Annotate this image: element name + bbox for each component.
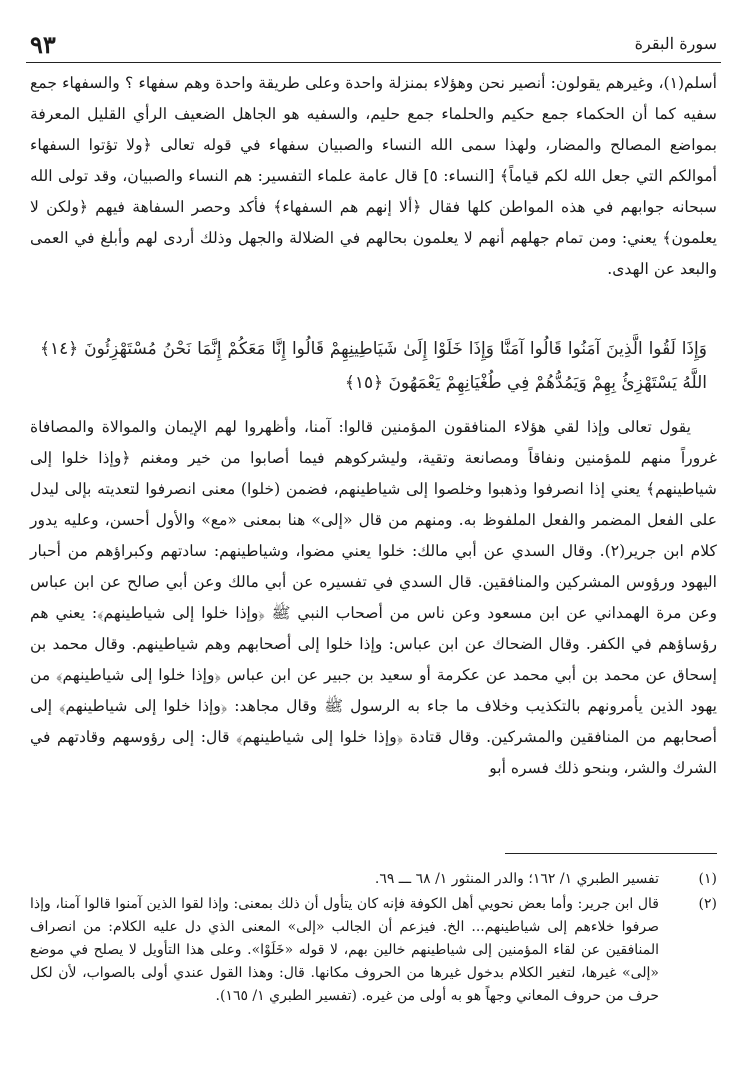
commentary-paragraph-2: يقول تعالى وإذا لقي هؤلاء المنافقون المؤمنين قالوا: آمنا، وأظهروا لهم الإيمان والموالاة والمصافاة غروراً منهم للمؤمنين ونفاقاً ومصانعة وتقية، وليشركوهم فيما أصابوا من خير ومغنم ﴿وإذا خلوا إلى شياطينهم﴾ يعني إذا انصرفوا وذهبوا وخلصوا إلى شياطينهم، فضمن (خلوا) معنى انصرفوا لتعديته بإلى ليدل على الفعل المضمر والفعل الملفوظ به. ومنهم من قال «إلى» هنا بمعنى «مع» والأول أحسن، وعليه يدور كلام ابن جرير(٢). وقال السدي عن أبي مالك: خلوا يعني مضوا، وشياطينهم: سادتهم وكبراؤهم من أحبار اليهود ورؤوس المشركين والمنافقين. قال السدي في تفسيره عن أبي مالك وعن أبي صالح عن ابن عباس وعن مرة الهمداني عن ابن مسعود وعن ناس من أصحاب النبي ﷺ ﴿وإذا خلوا إلى شياطينهم﴾: يعني هم رؤساؤهم في الكفر. وقال الضحاك عن ابن عباس: وإذا خلوا إلى أصحابهم وهم شياطينهم. وقال محمد بن إسحاق عن محمد بن أبي محمد عن عكرمة أو سعيد بن جبير عن ابن عباس ﴿وإذا خلوا إلى شياطينهم﴾ من يهود الذين يأمرونهم بالتكذيب وخلاف ما جاء به الرسول ﷺ وقال مجاهد: ﴿وإذا خلوا إلى شياطينهم﴾ إلى أصحابهم من المنافقين والمشركين. وقال قتادة ﴿وإذا خلوا إلى شياطينهم﴾ قال: إلى رؤوسهم وقادتهم في الشرك والشر، وبنحو ذلك فسره أبو [30, 418, 717, 777]
surah-title: سورة البقرة [634, 34, 717, 53]
page-number: ٩٣ [30, 30, 56, 59]
footnote-marker: (١) [698, 871, 717, 887]
footnote-text: قال ابن جرير: وأما بعض نحويي أهل الكوفة فإنه كان يتأول أن ذلك بمعنى: وإذا لقوا الذين آمنوا قالوا آمنا، وإذا صرفوا خلاءهم إلى شياطينهم... الخ. فيزعم أن الجالب «إلى» المعنى الذي دل عليه الكلام: من انصراف المنافقين عن لقاء المؤمنين إلى شياطينهم خالين بهم، لا قوله «خَلَوْا». وعلى هذا التأويل لا يصلح في موضع «إلى» غيرها، لتغير الكلام بدخول غيرها من الحروف مكانها. قال: وهذا القول عندي أولى بالصواب، لأن لكل حرف من حروف المعاني وجهاً هو به أولى من غيره. (تفسير الطبري ١/ ١٦٥). [30, 896, 659, 1004]
footnote-divider [505, 853, 717, 854]
header-divider [26, 62, 721, 63]
quran-verse: وَإِذَا لَقُوا الَّذِينَ آمَنُوا قَالُوا آمَنَّا وَإِذَا خَلَوْا إِلَىٰ شَيَاطِينِهِمْ قَالُوا إِنَّا مَعَكُمْ إِنَّمَا نَحْنُ مُسْتَهْزِئُونَ ﴿١٤﴾ اللَّهُ يَسْتَهْزِئُ بِهِمْ وَيَمُدُّهُمْ فِي طُغْيَانِهِمْ يَعْمَهُونَ ﴿١٥﴾ [40, 339, 707, 393]
footnote-marker: (٢) [698, 896, 717, 912]
commentary-paragraph-1: أسلم(١)، وغيرهم يقولون: أنصير نحن وهؤلاء بمنزلة واحدة وعلى طريقة واحدة وهم سفهاء ؟ والسفهاء جمع سفيه كما أن الحكماء جمع حكيم والحلماء جمع حليم، والسفيه هو الجاهل الضعيف الرأي القليل المعرفة بمواضع المصالح والمضار، ولهذا سمى الله النساء والصبيان سفهاء في قوله تعالى ﴿ولا تؤتوا السفهاء أموالكم التي جعل الله لكم قياماً﴾ [النساء: ٥] قال عامة علماء التفسير: هم النساء والصبيان، وقد تولى الله سبحانه جوابهم في هذه المواطن كلها فقال ﴿ألا إنهم هم السفهاء﴾ فأكد وحصر السفاهة فيهم ﴿ولكن لا يعلمون﴾ يعني: ومن تمام جهلهم أنهم لا يعلمون بحالهم في الضلالة والجهل وذلك أردى لهم وأبلغ في العمى والبعد عن الهدى. [30, 74, 718, 278]
footnote-text: تفسير الطبري ١/ ١٦٢؛ والدر المنثور ١/ ٦٨ ـــ ٦٩. [374, 871, 659, 887]
footnote-1 [30, 868, 717, 891]
page-header [30, 30, 717, 60]
footnote-2 [30, 893, 717, 1008]
